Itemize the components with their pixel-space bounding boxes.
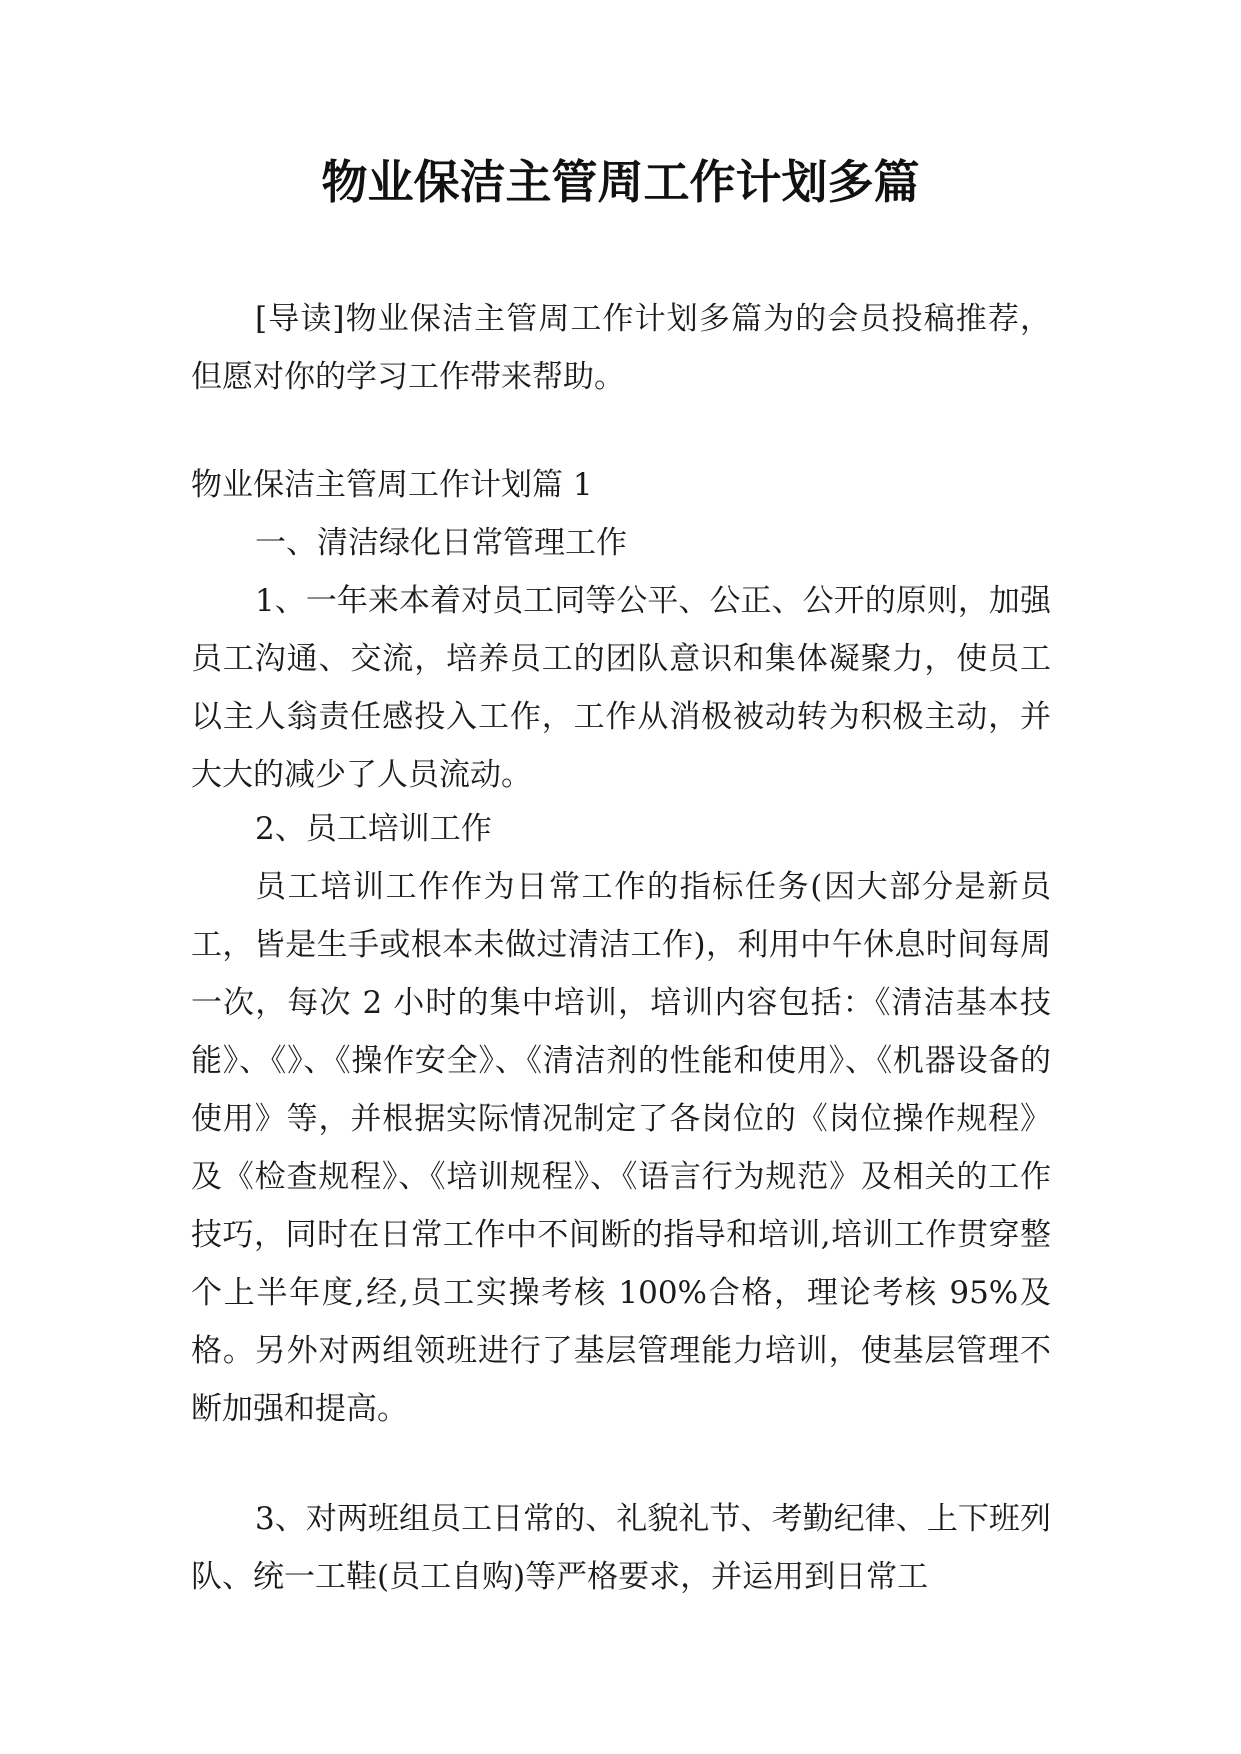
paragraph-item-2-heading: 2、员工培训工作: [255, 811, 492, 847]
paragraph-training: 员工培训工作作为日常工作的指标任务(因大部分是新员工，皆是生手或根本未做过清洁工作)，利用中午休息时间每周一次，每次 2 小时的集中培训，培训内容包括：《清洁基本技能》、《》、《操作安全》、《清洁剂的性能和使用》、《机器设备的使用》等，并根据实际情况制定了各岗位的《岗位操作规程》及《检查规程》、《培训规程》、《语言行为规范》及相关的工作技巧，同时在日常工作中不间断的指导和培训,培训工作贯穿整个上半年度,经,员工实操考核 100%合格，理论考核 95%及格。另外对两组领班进行了基层管理能力培训，使基层管理不断加强和提高。: [191, 869, 1051, 1427]
document-title: 物业保洁主管周工作计划多篇: [321, 155, 920, 209]
section-heading: 物业保洁主管周工作计划篇 1: [191, 467, 593, 503]
paragraph-item-1: 1、一年来本着对员工同等公平、公正、公开的原则，加强员工沟通、交流，培养员工的团队意识和集体凝聚力，使员工以主人翁责任感投入工作，工作从消极被动转为积极主动，并大大的减少了人员流动。: [191, 583, 1051, 793]
intro-paragraph: [导读]物业保洁主管周工作计划多篇为的会员投稿推荐，但愿对你的学习工作带来帮助。: [191, 301, 1051, 395]
paragraph-subheading-1: 一、清洁绿化日常管理工作: [255, 525, 627, 561]
paragraph-item-3: 3、对两班组员工日常的、礼貌礼节、考勤纪律、上下班列队、统一工鞋(员工自购)等严格要求，并运用到日常工: [191, 1501, 1051, 1595]
